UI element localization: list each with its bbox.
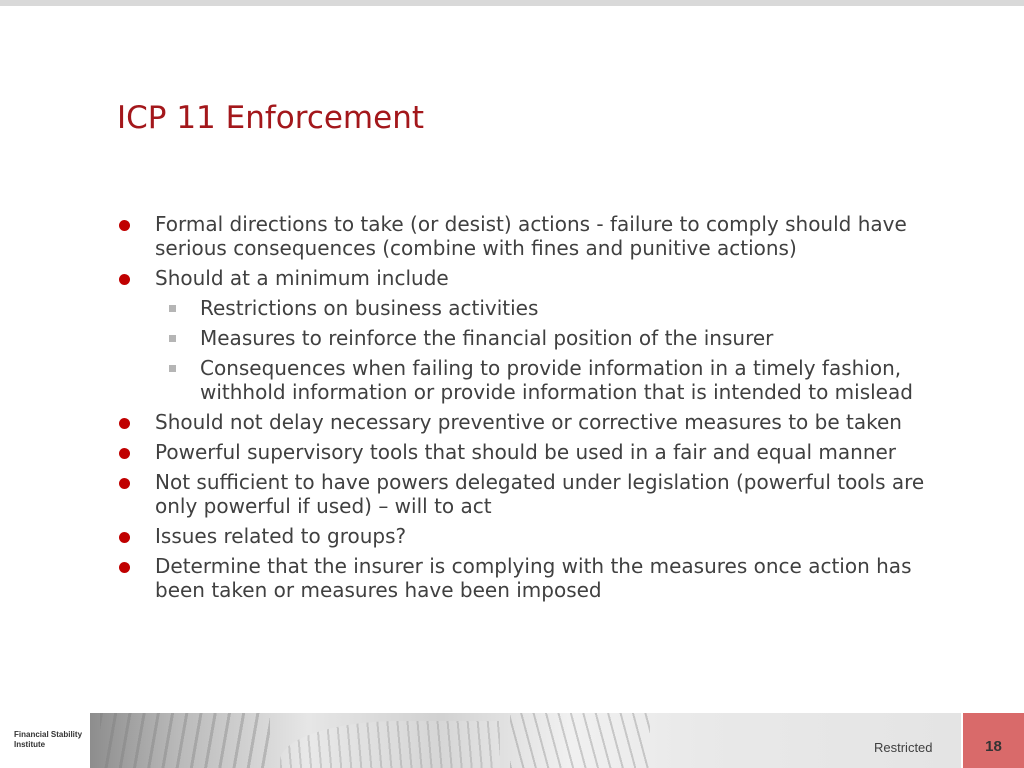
- bullet-text: Issues related to groups?: [155, 524, 407, 548]
- bullet-text: Powerful supervisory tools that should be used in a fair and equal manner: [155, 440, 897, 464]
- footer-building-image: [90, 713, 961, 768]
- fsi-logo: [14, 730, 86, 750]
- sub-bullet-text: Measures to reinforce the financial position of the insurer: [200, 326, 774, 350]
- bullet-text: Determine that the insurer is complying with the measures once action has been taken or measures have been imposed: [155, 554, 912, 602]
- logo-line-1: Financial Stability: [14, 730, 83, 739]
- bullet-text: Should at a minimum include: [155, 266, 449, 290]
- page-number: 18: [985, 738, 1002, 755]
- sub-bullet-item: [117, 326, 947, 350]
- sub-bullet-square-icon: [169, 335, 176, 342]
- bullet-dot-icon: [119, 532, 130, 543]
- bullet-text: Not sufficient to have powers delegated under legislation (powerful tools are only powerful if used) – will to act: [155, 470, 925, 518]
- bullet-dot-icon: [119, 562, 130, 573]
- sub-bullet-item: [117, 296, 947, 320]
- top-divider: [0, 0, 1024, 6]
- sub-bullet-square-icon: [169, 305, 176, 312]
- bullet-item: [117, 554, 947, 602]
- sub-bullet-item: [117, 356, 947, 404]
- bullet-dot-icon: [119, 478, 130, 489]
- classification-label: Restricted: [874, 740, 933, 755]
- sub-bullet-square-icon: [169, 365, 176, 372]
- bullet-item: [117, 524, 947, 548]
- bullet-item: [117, 470, 947, 518]
- bullet-text: Formal directions to take (or desist) actions - failure to comply should have serious consequences (combine with fines and punitive actions): [155, 212, 907, 260]
- building-facade-shape: [100, 713, 270, 768]
- logo-line-2: Institute: [14, 740, 46, 749]
- bullet-item: [117, 410, 947, 434]
- bullet-dot-icon: [119, 418, 130, 429]
- sub-bullet-text: Restrictions on business activities: [200, 296, 539, 320]
- bullet-dot-icon: [119, 274, 130, 285]
- bullet-text: Should not delay necessary preventive or corrective measures to be taken: [155, 410, 902, 434]
- bullet-item: [117, 440, 947, 464]
- bullet-item: [117, 212, 947, 260]
- building-curve-shape: [280, 721, 500, 768]
- sub-bullet-text: Consequences when failing to provide information in a timely fashion, withhold information or provide information that is intended to mislead: [200, 356, 913, 404]
- bullet-dot-icon: [119, 220, 130, 231]
- bullet-dot-icon: [119, 448, 130, 459]
- bullet-item: [117, 266, 947, 290]
- bullet-list: [117, 212, 947, 608]
- building-column-shape: [510, 713, 650, 768]
- slide-title: ICP 11 Enforcement: [117, 100, 425, 136]
